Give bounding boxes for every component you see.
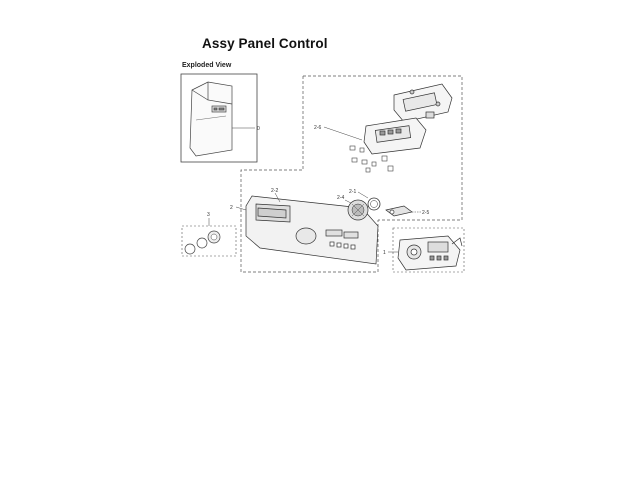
page-title: Assy Panel Control [202,36,328,51]
callout-panel-frame: 2-2 [271,188,279,194]
pcb-assy [398,236,462,270]
lever-part [386,206,412,216]
callout-knob-group: 3 [207,212,210,218]
knob-group [182,212,236,256]
cabinet-inset [181,74,260,162]
callout-knob: 2-4 [337,195,345,201]
callout-panel-control: 2 [230,205,233,211]
knob-ring [368,198,380,210]
washer-cabinet [190,82,232,156]
callout-pcb-group: 2-6 [314,125,322,131]
pcb-board-lower [364,118,426,154]
callout-main-cabinet: 0 [257,126,260,132]
pcb-board-upper [394,84,452,122]
exploded-view-label: Exploded View [182,62,232,69]
callout-pcb-assy: 1 [383,250,386,256]
pcb-assy-inset [383,228,464,272]
callout-lever: 2-5 [422,210,430,216]
callout-ring: 2-1 [349,189,357,195]
